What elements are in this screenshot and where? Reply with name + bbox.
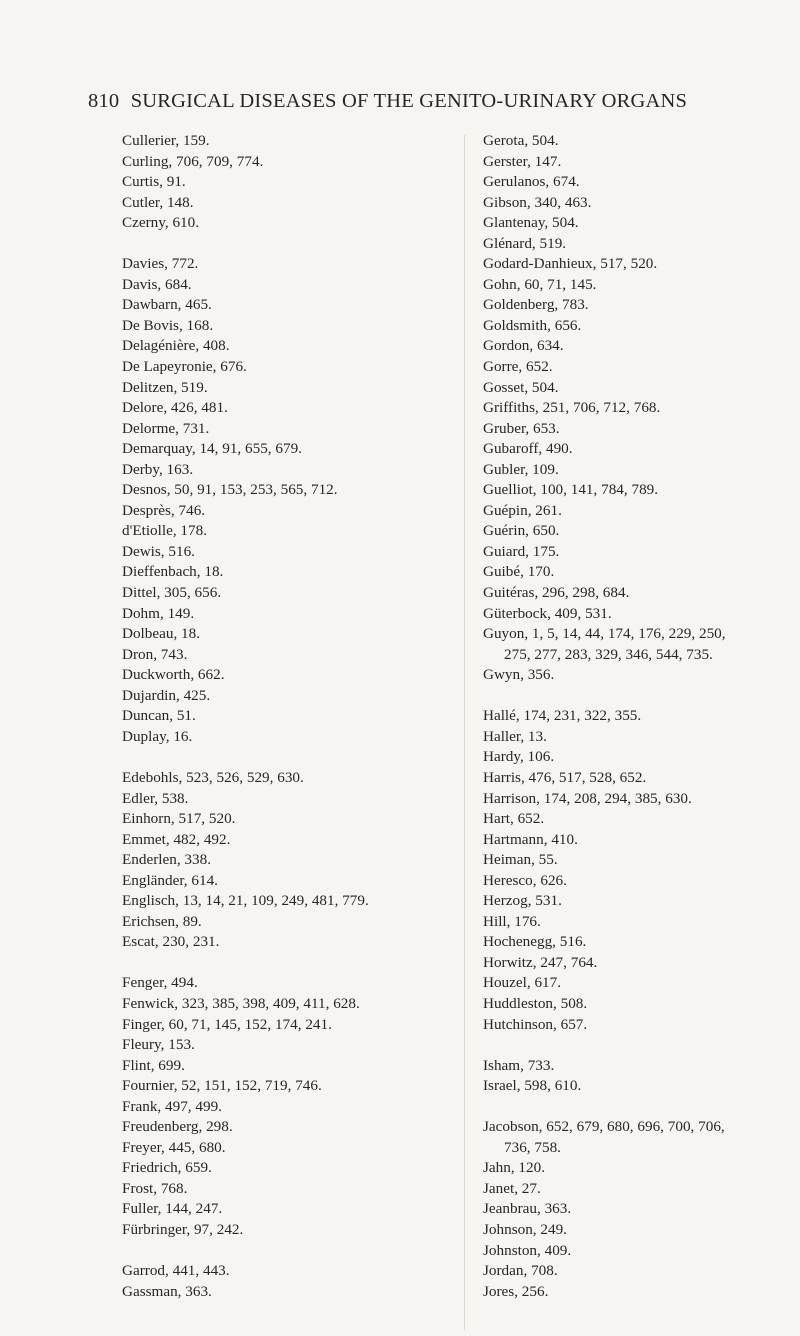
index-entry	[483, 336, 783, 357]
index-entry-text: Einhorn, 517, 520.	[122, 810, 236, 828]
index-entry	[122, 378, 422, 399]
index-entry-text: Hill, 176.	[483, 912, 541, 930]
index-entry	[483, 542, 783, 563]
index-entry	[122, 131, 422, 152]
index-entry	[122, 830, 422, 851]
index-entry-text: Hart, 652.	[483, 810, 545, 828]
index-entry-text: Emmet, 482, 492.	[122, 830, 231, 848]
index-entry	[483, 1199, 783, 1220]
index-entry-text: Duplay, 16.	[122, 727, 193, 745]
index-entry-text: Flint, 699.	[122, 1056, 185, 1074]
index-entry	[122, 1220, 422, 1241]
index-entry-text: Delore, 426, 481.	[122, 399, 228, 417]
index-entry-text: Horwitz, 247, 764.	[483, 953, 598, 971]
index-entry	[483, 234, 783, 255]
index-entry	[483, 398, 783, 419]
index-entry-text: Garrod, 441, 443.	[122, 1262, 230, 1280]
index-entry-text: Cutler, 148.	[122, 193, 194, 211]
index-entry-text: Fenwick, 323, 385, 398, 409, 411, 628.	[122, 994, 360, 1012]
index-entry	[122, 1056, 422, 1077]
index-entry	[122, 891, 422, 912]
index-entry	[483, 973, 783, 994]
index-entry-text: Gohn, 60, 71, 145.	[483, 275, 597, 293]
index-entry-text: Dittel, 305, 656.	[122, 584, 222, 602]
index-entry-text: Delitzen, 519.	[122, 378, 208, 396]
index-entry	[483, 789, 783, 810]
letter-group-gap	[122, 234, 422, 255]
index-entry	[122, 604, 422, 625]
index-entry	[483, 521, 783, 542]
index-entry-text: Escat, 230, 231.	[122, 933, 220, 951]
index-entry	[122, 521, 422, 542]
index-entry-text: Gorre, 652.	[483, 358, 553, 376]
index-entry-text: De Bovis, 168.	[122, 316, 214, 334]
index-entry	[122, 480, 422, 501]
index-entry	[122, 172, 422, 193]
index-entry	[122, 1179, 422, 1200]
index-entry-text: Duckworth, 662.	[122, 666, 225, 684]
index-entry-text: Hartmann, 410.	[483, 830, 578, 848]
index-entry	[483, 419, 783, 440]
index-entry	[483, 378, 783, 399]
index-entry-text: Jores, 256.	[483, 1282, 549, 1300]
index-entry	[122, 501, 422, 522]
index-entry-text: Desprès, 746.	[122, 501, 206, 519]
index-entry	[483, 480, 783, 501]
index-entry	[122, 1261, 422, 1282]
index-entry-text: Güterbock, 409, 531.	[483, 604, 612, 622]
index-entry	[122, 850, 422, 871]
index-entry	[483, 953, 783, 974]
index-entry	[483, 131, 783, 152]
index-entry	[483, 1179, 783, 1200]
index-entry	[122, 1282, 422, 1303]
letter-group-gap	[122, 1241, 422, 1262]
index-entry-text: Gerulanos, 674.	[483, 173, 580, 191]
index-entry-text: Gosset, 504.	[483, 378, 559, 396]
index-entry-text: Johnson, 249.	[483, 1220, 567, 1238]
index-entry	[483, 850, 783, 871]
index-entry-text: Gruber, 653.	[483, 419, 560, 437]
index-entry-text: Dohm, 149.	[122, 604, 195, 622]
letter-group-gap	[483, 1035, 783, 1056]
index-entry	[483, 295, 783, 316]
index-entry-text: Frost, 768.	[122, 1179, 188, 1197]
index-entry-text: Heiman, 55.	[483, 851, 558, 869]
index-entry-text: Guépin, 261.	[483, 501, 562, 519]
index-entry-text: Hutchinson, 657.	[483, 1015, 588, 1033]
index-entry	[483, 275, 783, 296]
index-entry-continuation: 736, 758.	[504, 1138, 561, 1156]
index-entry-text: Gibson, 340, 463.	[483, 193, 592, 211]
index-column-right	[483, 131, 783, 1302]
index-entry-text: Freudenberg, 298.	[122, 1118, 233, 1136]
index-entry-text: Gordon, 634.	[483, 337, 564, 355]
index-entry	[122, 213, 422, 234]
index-entry-text: Jahn, 120.	[483, 1159, 546, 1177]
index-entry	[483, 706, 783, 727]
index-entry-text: Dolbeau, 18.	[122, 625, 201, 643]
index-entry	[483, 871, 783, 892]
index-entry	[483, 932, 783, 953]
index-entry-text: Delorme, 731.	[122, 419, 210, 437]
index-entry-text: Huddleston, 508.	[483, 994, 588, 1012]
index-entry-text: Herzog, 531.	[483, 892, 562, 910]
index-entry	[483, 665, 783, 686]
index-entry	[483, 172, 783, 193]
index-entry	[122, 645, 422, 666]
index-entry-text: Frank, 497, 499.	[122, 1097, 222, 1115]
index-entry-text: Hallé, 174, 231, 322, 355.	[483, 707, 642, 725]
index-entry	[483, 460, 783, 481]
index-entry	[122, 706, 422, 727]
index-entry	[483, 809, 783, 830]
index-entry-text: Engländer, 614.	[122, 871, 218, 889]
index-entry-text: Griffiths, 251, 706, 712, 768.	[483, 399, 661, 417]
index-entry-text: Erichsen, 89.	[122, 912, 202, 930]
index-entry-text: Czerny, 610.	[122, 214, 200, 232]
index-entry-text: Glénard, 519.	[483, 234, 567, 252]
index-entry-text: Enderlen, 338.	[122, 851, 211, 869]
index-entry	[122, 316, 422, 337]
index-entry	[483, 501, 783, 522]
index-entry-text: Cullerier, 159.	[122, 132, 210, 149]
index-entry-text: Guérin, 650.	[483, 522, 560, 540]
index-entry-text: Finger, 60, 71, 145, 152, 174, 241.	[122, 1015, 332, 1033]
index-entry	[122, 1097, 422, 1118]
index-entry	[122, 1199, 422, 1220]
index-entry	[122, 665, 422, 686]
index-entry	[122, 1076, 422, 1097]
index-entry	[122, 295, 422, 316]
index-entry	[483, 1117, 783, 1158]
index-entry	[483, 254, 783, 275]
index-entry-text: Haller, 13.	[483, 727, 547, 745]
index-entry-text: Curtis, 91.	[122, 173, 186, 191]
index-entry	[483, 1261, 783, 1282]
index-entry-text: Fournier, 52, 151, 152, 719, 746.	[122, 1077, 322, 1095]
index-entry	[483, 891, 783, 912]
index-entry	[122, 193, 422, 214]
index-entry	[122, 932, 422, 953]
index-entry	[122, 686, 422, 707]
index-entry-text: Delagénière, 408.	[122, 337, 230, 355]
index-entry-text: Isham, 733.	[483, 1056, 555, 1074]
index-entry-text: Godard-Danhieux, 517, 520.	[483, 255, 658, 273]
index-entry	[122, 994, 422, 1015]
index-entry-text: Guitéras, 296, 298, 684.	[483, 584, 630, 602]
index-entry-text: Guibé, 170.	[483, 563, 555, 581]
index-entry	[483, 912, 783, 933]
index-entry	[122, 624, 422, 645]
index-entry-text: Davis, 684.	[122, 275, 192, 293]
index-entry-text: Johnston, 409.	[483, 1241, 572, 1259]
index-entry	[122, 275, 422, 296]
index-entry	[483, 830, 783, 851]
index-entry-text: Hardy, 106.	[483, 748, 555, 766]
index-entry	[122, 439, 422, 460]
index-entry	[483, 193, 783, 214]
index-column-left	[122, 131, 422, 1302]
index-entry-text: Fleury, 153.	[122, 1036, 195, 1054]
index-entry	[483, 583, 783, 604]
index-entry-text: Davies, 772.	[122, 255, 199, 273]
index-entry	[122, 973, 422, 994]
index-entry-text: Guiard, 175.	[483, 542, 560, 560]
index-entry-text: Gerster, 147.	[483, 152, 562, 170]
index-entry-text: Friedrich, 659.	[122, 1159, 212, 1177]
index-entry-text: Israel, 598, 610.	[483, 1077, 582, 1095]
index-entry	[483, 1056, 783, 1077]
index-entry-text: Harrison, 174, 208, 294, 385, 630.	[483, 789, 692, 807]
index-entry-text: Derby, 163.	[122, 460, 194, 478]
index-entry	[122, 460, 422, 481]
index-entry	[483, 562, 783, 583]
index-entry-continuation: 275, 277, 283, 329, 346, 544, 735.	[504, 645, 713, 663]
index-entry	[483, 439, 783, 460]
index-entry	[483, 316, 783, 337]
index-entry-text: Gwyn, 356.	[483, 666, 555, 684]
index-entry-text: Dujardin, 425.	[122, 686, 211, 704]
index-entry-text: Fürbringer, 97, 242.	[122, 1220, 244, 1238]
index-entry	[122, 562, 422, 583]
index-entry-text: Dewis, 516.	[122, 542, 195, 560]
index-entry	[122, 1015, 422, 1036]
index-entry	[122, 542, 422, 563]
index-entry-text: Desnos, 50, 91, 153, 253, 565, 712.	[122, 481, 338, 499]
index-entry	[122, 152, 422, 173]
index-entry-text: Dron, 743.	[122, 645, 188, 663]
index-entry	[483, 994, 783, 1015]
index-entry	[483, 768, 783, 789]
index-entry-text: Freyer, 445, 680.	[122, 1138, 226, 1156]
index-entry	[483, 727, 783, 748]
index-entry	[122, 357, 422, 378]
index-entry	[122, 398, 422, 419]
index-entry	[122, 789, 422, 810]
index-entry	[122, 1117, 422, 1138]
index-entry-text: Curling, 706, 709, 774.	[122, 152, 264, 170]
index-entry	[483, 1220, 783, 1241]
index-entry	[483, 213, 783, 234]
index-entry-text: Hochenegg, 516.	[483, 933, 587, 951]
index-entry-text: Edebohls, 523, 526, 529, 630.	[122, 768, 304, 786]
index-entry-text: Duncan, 51.	[122, 707, 196, 725]
index-entry	[122, 727, 422, 748]
index-entry-text: Jacobson, 652, 679, 680, 696, 700, 706,	[483, 1118, 725, 1136]
index-entry-text: Fenger, 494.	[122, 974, 198, 992]
index-entry	[483, 1076, 783, 1097]
index-entry-text: Guyon, 1, 5, 14, 44, 174, 176, 229, 250,	[483, 625, 726, 643]
index-entry	[122, 871, 422, 892]
index-entry	[122, 1138, 422, 1159]
index-entry-text: Dawbarn, 465.	[122, 296, 212, 314]
index-entry-text: Harris, 476, 517, 528, 652.	[483, 768, 647, 786]
index-entry	[483, 1158, 783, 1179]
index-entry-text: Demarquay, 14, 91, 655, 679.	[122, 440, 302, 458]
letter-group-gap	[483, 1097, 783, 1118]
index-entry	[122, 419, 422, 440]
index-entry	[483, 1282, 783, 1303]
index-entry-text: Fuller, 144, 247.	[122, 1200, 223, 1218]
index-entry-text: Heresco, 626.	[483, 871, 567, 889]
index-entry	[483, 1015, 783, 1036]
index-entry-text: Gubler, 109.	[483, 460, 559, 478]
index-entry	[483, 152, 783, 173]
index-entry	[122, 1035, 422, 1056]
column-divider	[464, 135, 465, 1330]
index-entry-text: Janet, 27.	[483, 1179, 541, 1197]
letter-group-gap	[122, 953, 422, 974]
index-entry-text: Jordan, 708.	[483, 1262, 558, 1280]
index-entry-text: Guelliot, 100, 141, 784, 789.	[483, 481, 659, 499]
index-entry	[483, 624, 783, 665]
index-entry-text: Gubaroff, 490.	[483, 440, 573, 458]
index-entry-text: Jeanbrau, 363.	[483, 1200, 572, 1218]
letter-group-gap	[483, 686, 783, 707]
index-entry	[483, 604, 783, 625]
index-entry	[483, 1241, 783, 1262]
index-entry	[483, 357, 783, 378]
index-entry	[122, 809, 422, 830]
index-entry-text: Dieffenbach, 18.	[122, 563, 224, 581]
index-entry-text: Gassman, 363.	[122, 1282, 212, 1300]
index-entry	[122, 254, 422, 275]
index-entry	[122, 1158, 422, 1179]
page-number: 810	[88, 90, 120, 112]
index-entry-text: d'Etiolle, 178.	[122, 522, 207, 540]
index-entry	[122, 768, 422, 789]
index-entry	[122, 336, 422, 357]
letter-group-gap	[122, 747, 422, 768]
index-entry	[122, 583, 422, 604]
index-entry	[483, 747, 783, 768]
index-entry-text: Englisch, 13, 14, 21, 109, 249, 481, 779.	[122, 892, 369, 910]
index-entry-text: Glantenay, 504.	[483, 214, 579, 232]
index-entry	[122, 912, 422, 933]
page-title: SURGICAL DISEASES OF THE GENITO-URINARY ORGANS	[130, 90, 688, 112]
index-entry-text: Goldsmith, 656.	[483, 316, 582, 334]
index-entry-text: Houzel, 617.	[483, 974, 562, 992]
index-entry-text: Goldenberg, 783.	[483, 296, 589, 314]
index-entry-text: Gerota, 504.	[483, 132, 559, 149]
running-head	[88, 90, 738, 113]
index-entry-text: Edler, 538.	[122, 789, 189, 807]
index-entry-text: De Lapeyronie, 676.	[122, 358, 247, 376]
